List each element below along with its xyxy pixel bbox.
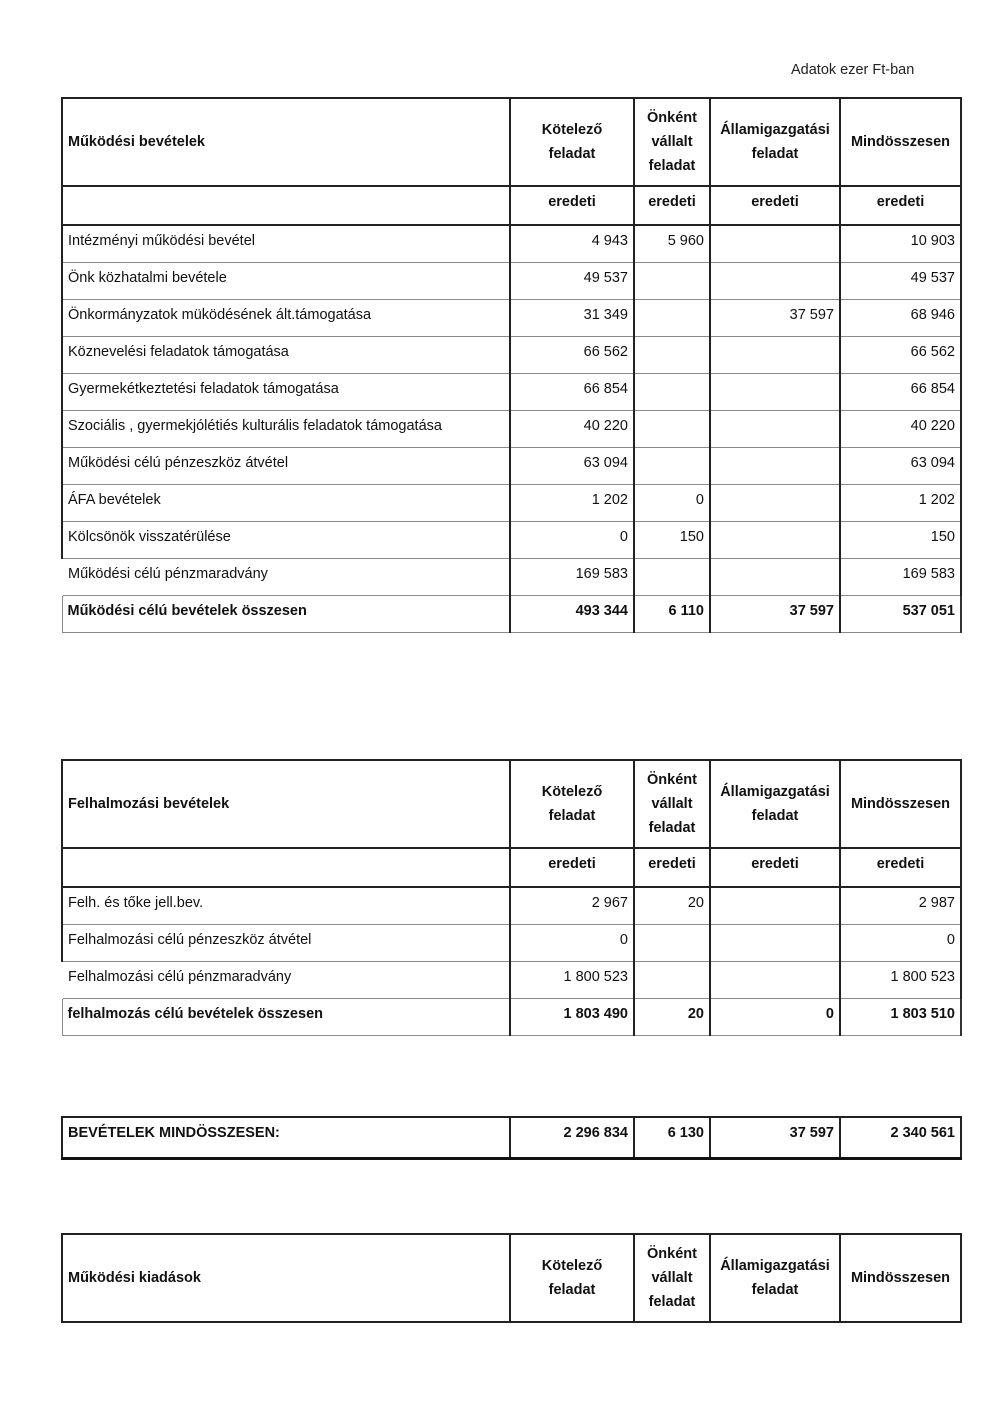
cell-kotelezo: 1 803 490 (510, 998, 634, 1035)
cell-mindosszesen: 1 800 523 (840, 961, 961, 998)
table-title: Működési bevételek (62, 98, 510, 186)
table-row (62, 225, 961, 262)
cell-kotelezo: 0 (510, 924, 634, 961)
table-row (62, 299, 961, 336)
cell-mindosszesen: 169 583 (840, 558, 961, 595)
cell-onkent (634, 262, 710, 299)
cell-allamigazgatasi: 37 597 (710, 595, 840, 632)
row-label: Felhalmozási célú pénzeszköz átvétel (62, 924, 510, 961)
cell-kotelezo: 66 854 (510, 373, 634, 410)
row-label: Önkormányzatok müködésének ált.támogatása (62, 299, 510, 336)
operating-expenditure-table (61, 1233, 962, 1323)
subheader-eredeti: eredeti (840, 186, 961, 225)
cell-mindosszesen: 2 987 (840, 887, 961, 924)
cell-mindosszesen: 537 051 (840, 595, 961, 632)
cell-allamigazgatasi (710, 887, 840, 924)
table-row (62, 924, 961, 961)
cell-allamigazgatasi: 0 (710, 998, 840, 1035)
subheader-row (62, 186, 961, 225)
table-row (62, 558, 961, 595)
cell-onkent (634, 299, 710, 336)
cell-allamigazgatasi (710, 484, 840, 521)
subheader-eredeti: eredeti (840, 848, 961, 887)
table-header-row (62, 760, 961, 848)
cell-kotelezo: 1 202 (510, 484, 634, 521)
cell-allamigazgatasi (710, 558, 840, 595)
cell-onkent: 5 960 (634, 225, 710, 262)
row-label: Működési célú pénzeszköz átvétel (62, 447, 510, 484)
cell-onkent (634, 447, 710, 484)
cell-onkent (634, 924, 710, 961)
subheader-eredeti: eredeti (634, 848, 710, 887)
cell-kotelezo: 1 800 523 (510, 961, 634, 998)
table-row (62, 410, 961, 447)
table-title: Felhalmozási bevételek (62, 760, 510, 848)
cell-onkent (634, 373, 710, 410)
row-label: felhalmozás célú bevételek összesen (62, 998, 510, 1035)
cell-mindosszesen: 66 562 (840, 336, 961, 373)
row-label: Működési célú pénzmaradvány (62, 558, 510, 595)
cell-allamigazgatasi: 37 597 (710, 299, 840, 336)
cell-kotelezo: 40 220 (510, 410, 634, 447)
row-label: BEVÉTELEK MINDÖSSZESEN: (62, 1117, 510, 1158)
cell-kotelezo: 493 344 (510, 595, 634, 632)
cell-allamigazgatasi (710, 262, 840, 299)
cell-mindosszesen: 63 094 (840, 447, 961, 484)
table-row (62, 336, 961, 373)
cell-onkent (634, 410, 710, 447)
row-label: Szociális , gyermekjólétiés kulturális feladatok támogatása (62, 410, 510, 447)
col-header-mindosszesen: Mindösszesen (840, 1234, 961, 1322)
cell-onkent: 20 (634, 887, 710, 924)
col-header-allamigazgatasi: Államigazgatási feladat (710, 760, 840, 848)
row-label: Intézményi működési bevétel (62, 225, 510, 262)
cell-allamigazgatasi (710, 410, 840, 447)
subheader-row (62, 848, 961, 887)
subheader-blank (62, 186, 510, 225)
col-header-mindosszesen: Mindösszesen (840, 98, 961, 186)
row-label: Felh. és tőke jell.bev. (62, 887, 510, 924)
subheader-blank (62, 848, 510, 887)
cell-allamigazgatasi (710, 336, 840, 373)
cell-allamigazgatasi: 37 597 (710, 1117, 840, 1158)
table-row (62, 961, 961, 998)
cell-mindosszesen: 49 537 (840, 262, 961, 299)
subheader-eredeti: eredeti (634, 186, 710, 225)
cell-mindosszesen: 0 (840, 924, 961, 961)
cell-mindosszesen: 2 340 561 (840, 1117, 961, 1158)
cell-kotelezo: 2 967 (510, 887, 634, 924)
subheader-eredeti: eredeti (510, 186, 634, 225)
row-label: Önk közhatalmi bevétele (62, 262, 510, 299)
cell-kotelezo: 31 349 (510, 299, 634, 336)
cell-mindosszesen: 150 (840, 521, 961, 558)
row-label: Köznevelési feladatok támogatása (62, 336, 510, 373)
cell-onkent: 6 130 (634, 1117, 710, 1158)
cell-kotelezo: 4 943 (510, 225, 634, 262)
table-row (62, 447, 961, 484)
row-label: Felhalmozási célú pénzmaradvány (62, 961, 510, 998)
row-label: Kölcsönök visszatérülése (62, 521, 510, 558)
cell-onkent: 6 110 (634, 595, 710, 632)
cell-onkent (634, 558, 710, 595)
subheader-eredeti: eredeti (710, 848, 840, 887)
table-row (62, 373, 961, 410)
cell-onkent: 20 (634, 998, 710, 1035)
cell-allamigazgatasi (710, 373, 840, 410)
cell-kotelezo: 169 583 (510, 558, 634, 595)
table-title: Működési kiadások (62, 1234, 510, 1322)
cell-allamigazgatasi (710, 225, 840, 262)
table-row (62, 262, 961, 299)
cell-onkent: 0 (634, 484, 710, 521)
subheader-eredeti: eredeti (710, 186, 840, 225)
cell-allamigazgatasi (710, 447, 840, 484)
total-row (62, 595, 961, 632)
col-header-kotelezo: Kötelező feladat (510, 760, 634, 848)
cell-allamigazgatasi (710, 521, 840, 558)
operating-revenue-table (61, 97, 962, 633)
cell-mindosszesen: 66 854 (840, 373, 961, 410)
grand-total-row (62, 1117, 961, 1158)
cell-mindosszesen: 68 946 (840, 299, 961, 336)
col-header-kotelezo: Kötelező feladat (510, 1234, 634, 1322)
cell-allamigazgatasi (710, 924, 840, 961)
cell-onkent: 150 (634, 521, 710, 558)
total-row (62, 998, 961, 1035)
table-header-row (62, 98, 961, 186)
revenue-grand-total-table (61, 1116, 962, 1160)
table-header-row (62, 1234, 961, 1322)
row-label: ÁFA bevételek (62, 484, 510, 521)
table-row (62, 887, 961, 924)
cell-onkent (634, 336, 710, 373)
cell-kotelezo: 0 (510, 521, 634, 558)
table-row (62, 521, 961, 558)
table-row (62, 484, 961, 521)
cell-onkent (634, 961, 710, 998)
col-header-onkent: Önként vállalt feladat (634, 760, 710, 848)
row-label: Működési célú bevételek összesen (62, 595, 510, 632)
unit-note: Adatok ezer Ft-ban (791, 62, 915, 78)
row-label: Gyermekétkeztetési feladatok támogatása (62, 373, 510, 410)
cell-mindosszesen: 10 903 (840, 225, 961, 262)
col-header-onkent: Önként vállalt feladat (634, 98, 710, 186)
col-header-allamigazgatasi: Államigazgatási feladat (710, 1234, 840, 1322)
col-header-allamigazgatasi: Államigazgatási feladat (710, 98, 840, 186)
col-header-mindosszesen: Mindösszesen (840, 760, 961, 848)
cell-kotelezo: 66 562 (510, 336, 634, 373)
cell-mindosszesen: 1 803 510 (840, 998, 961, 1035)
col-header-onkent: Önként vállalt feladat (634, 1234, 710, 1322)
cell-allamigazgatasi (710, 961, 840, 998)
cell-mindosszesen: 40 220 (840, 410, 961, 447)
cell-mindosszesen: 1 202 (840, 484, 961, 521)
subheader-eredeti: eredeti (510, 848, 634, 887)
cell-kotelezo: 2 296 834 (510, 1117, 634, 1158)
cell-kotelezo: 49 537 (510, 262, 634, 299)
col-header-kotelezo: Kötelező feladat (510, 98, 634, 186)
cell-kotelezo: 63 094 (510, 447, 634, 484)
capital-revenue-table (61, 759, 962, 1036)
